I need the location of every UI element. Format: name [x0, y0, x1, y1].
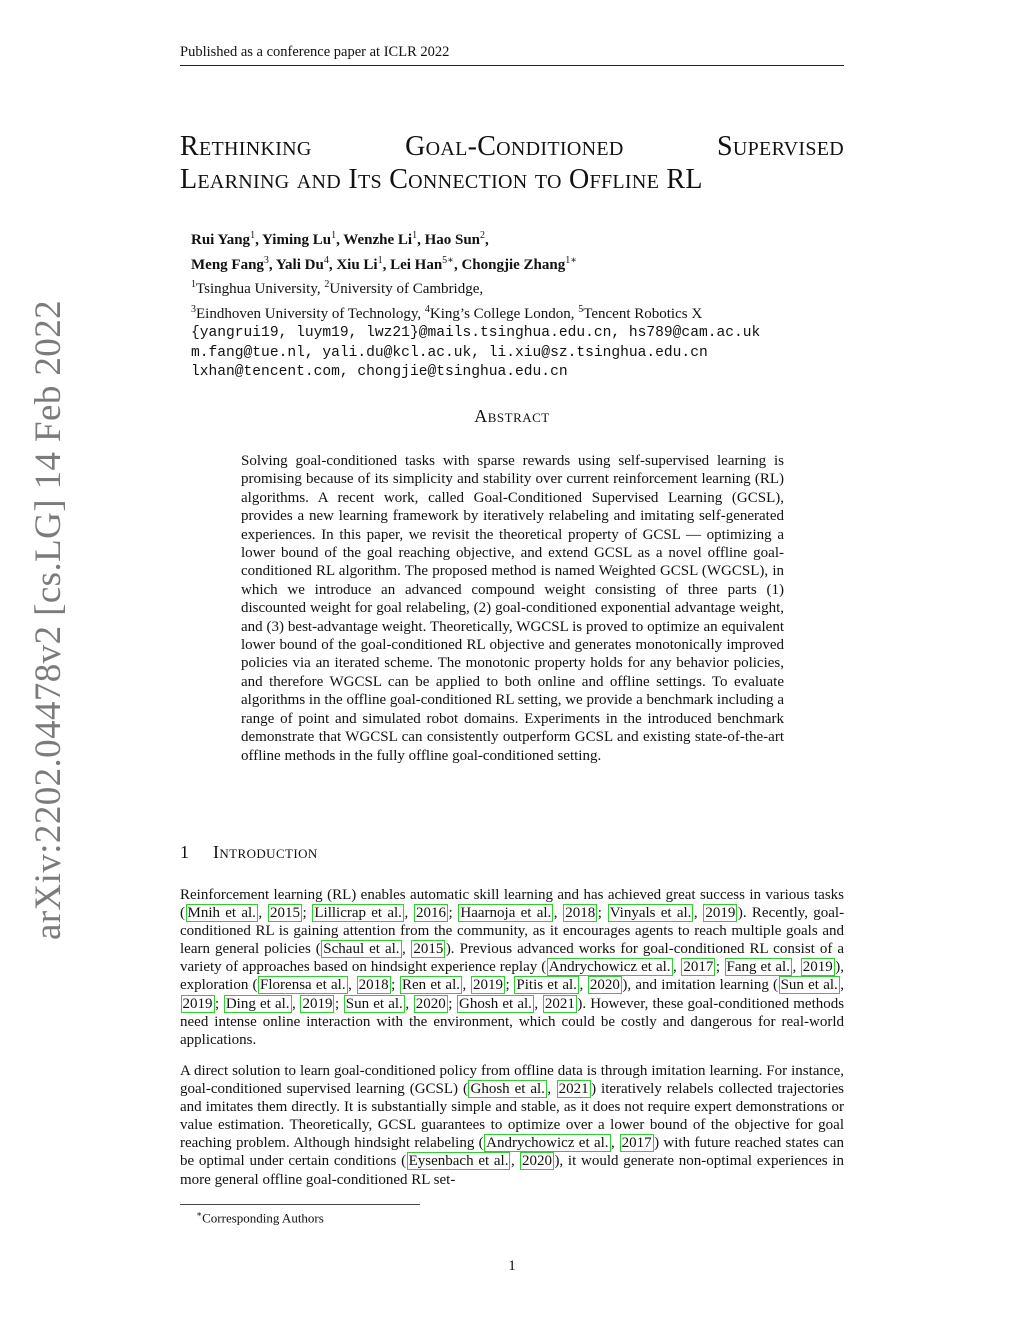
- citation-link[interactable]: 2019: [302, 995, 333, 1012]
- author-name: Wenzhe Li: [343, 232, 413, 248]
- author-name: Lei Han: [390, 256, 443, 273]
- author-name: Chongjie Zhang: [461, 256, 566, 273]
- citation-link[interactable]: 2017: [621, 1135, 652, 1152]
- author-affil-mark: 2: [480, 230, 486, 241]
- title-word: Learning and Its Connection to Offline RL: [180, 164, 703, 195]
- author-name: Yiming Lu: [262, 232, 332, 248]
- title-word: Rethinking: [180, 131, 312, 162]
- section-heading-introduction: [180, 842, 318, 863]
- citation-link[interactable]: Andrychowicz et al.: [548, 959, 671, 976]
- author-line-2: Meng Fang$^3$, Yali Du$^4$, Xiu Li$^1$, Lei Han$^{5∗}$, Chongjie Zhang$^{1∗}$: [191, 254, 578, 273]
- affiliation-line-1: $^1$Tsinghua University, $^2$University of Cambridge,: [191, 279, 484, 297]
- citation-link[interactable]: 2019: [705, 905, 736, 922]
- author-name: Meng Fang: [191, 256, 264, 273]
- citation-link[interactable]: 2017: [683, 959, 714, 976]
- citation-link[interactable]: 2016: [415, 905, 446, 922]
- citation-link[interactable]: Eysenbach et al.: [408, 1153, 509, 1170]
- author-affil-mark: 3: [263, 254, 269, 266]
- author-name: Hao Sun: [424, 232, 481, 248]
- author-affil-mark: 1: [412, 230, 418, 241]
- citation-link[interactable]: Lillicrap et al.: [314, 905, 402, 922]
- citation-link[interactable]: Ding et al.: [225, 995, 290, 1012]
- email-line: {yangrui19, luym19, lwz21}@mails.tsinghua.edu.cn, hs789@cam.ac.uk: [191, 325, 761, 341]
- email-line: lxhan@tencent.com, chongjie@tsinghua.edu.cn: [191, 364, 568, 380]
- citation-link[interactable]: 2021: [558, 1081, 589, 1098]
- citation-link[interactable]: 2020: [415, 995, 446, 1012]
- author-line-1: Rui Yang$^1$, Yiming Lu$^1$, Wenzhe Li$^1$, Hao Sun$^2$,: [191, 230, 489, 248]
- citation-link[interactable]: Fang et al.: [726, 959, 790, 976]
- footnote-rule: [180, 1204, 420, 1205]
- citation-link[interactable]: 2019: [182, 995, 213, 1012]
- citation-link[interactable]: 2019: [802, 959, 833, 976]
- citation-link[interactable]: 2015: [413, 941, 444, 958]
- citation-link[interactable]: 2021: [544, 995, 575, 1012]
- header-rule: [180, 65, 844, 66]
- citation-link[interactable]: Sun et al.: [780, 977, 838, 994]
- citation-link[interactable]: Vinyals et al.: [609, 905, 692, 922]
- affiliation-line-2: $^3$Eindhoven University of Technology, $^4$King’s College London, $^5$Tencent Robotics X: [191, 303, 703, 322]
- citation-link[interactable]: Sun et al.: [345, 995, 403, 1012]
- page-number: 1: [508, 1258, 516, 1274]
- citation-link[interactable]: Florensa et al.: [260, 977, 346, 994]
- author-name: Yali Du: [275, 256, 324, 273]
- citation-link[interactable]: Mnih et al.: [187, 905, 256, 922]
- abstract-body: Solving goal-conditioned tasks with sparse rewards using self-supervised learning is promising because of its simplicity and stability over current reinforcement learning (RL) algorithms. A recent work, called Goal-Conditioned Supervised Learning (GCSL), provides a new learning framework by iteratively relabeling and imitating self-generated experiences. In this paper, we revisit the theoretical property of GCSL — optimizing a lower bound of the goal reaching objective, and extend GCSL as a novel offline goal-conditioned RL algorithm. The proposed method is named Weighted GCSL (WGCSL), in which we introduce an advanced compound weight consisting of three parts (1) discounted weight for goal relabeling, (2) goal-conditioned exponential advantage weight, and (3) best-advantage weight. Theoretically, WGCSL is proved to optimize an equivalent lower bound of the goal-conditioned RL objective and generates monotonically improved policies via an iterated scheme. The monotonic property holds for any behavior policies, and therefore WGCSL can be applied to both online and offline settings. To evaluate algorithms in the offline goal-conditioned RL setting, we provide a benchmark including a range of point and simulated robot domains. Experiments in the introduced benchmark demonstrate that WGCSL can consistently outperform GCSL and existing state-of-the-art offline methods in the fully offline goal-conditioned setting.: [241, 453, 784, 764]
- author-affil-mark: 4: [323, 254, 329, 266]
- citation-link[interactable]: 2020: [521, 1153, 552, 1170]
- author-affil-mark: 1∗: [565, 254, 578, 266]
- citation-link[interactable]: 2018: [565, 905, 596, 922]
- citation-link[interactable]: Ren et al.: [401, 977, 460, 994]
- title-word: Supervised: [717, 131, 844, 162]
- citation-link[interactable]: 2018: [358, 977, 389, 994]
- author-name: Rui Yang: [191, 232, 251, 248]
- citation-link[interactable]: Andrychowicz et al.: [486, 1135, 609, 1152]
- citation-link[interactable]: 2019: [472, 977, 503, 994]
- running-header: Published as a conference paper at ICLR 2022: [180, 44, 450, 60]
- citation-link[interactable]: Haarnoja et al.: [460, 905, 552, 922]
- citation-link[interactable]: Ghosh et al.: [459, 995, 532, 1012]
- title-line-1: [180, 130, 844, 163]
- author-affil-mark: 1: [250, 230, 256, 241]
- title-line-2: [180, 163, 844, 196]
- section-number: 1: [180, 842, 190, 862]
- author-affil-mark: 1: [331, 230, 337, 241]
- author-block: [191, 226, 851, 383]
- author-name: Xiu Li: [336, 256, 378, 273]
- paper-title: [180, 130, 844, 196]
- email-line: m.fang@tue.nl, yali.du@kcl.ac.uk, li.xiu@sz.tsinghua.edu.cn: [191, 344, 708, 361]
- intro-paragraph-1: Reinforcement learning (RL) enables automatic skill learning and has achieved great success in various tasks ( Mnih et al. , 2015 ; Lillicrap et al. , 2016 ; Haarnoja et al. , 2018 ; Vinyals et al. , 2019 ). Recently, goal-conditioned RL is gaining attention from the community, as it encourages agents to reach multiple goals and learn general policies ( Schaul et al. , 2015 ). Previous advanced works for goal-conditioned RL consist of a variety of approaches based on hindsight experience replay ( Andrychowicz et al. , 2017 ; Fang et al. , 2019 ), exploration ( Florensa et al. , 2018 ; Ren et al. , 2019 ; Pitis et al. , 2020 ), and imitation learning ( Sun et al. , 2019 ; Ding et al. , 2019 ; Sun et al. , 2020 ; Ghosh et al. , 2021 ). However, these goal-conditioned methods need intense online interaction with the environment, which could be costly and dangerous for real-world applications.: [180, 887, 845, 1048]
- author-affil-mark: 5∗: [442, 254, 454, 266]
- citation-link[interactable]: Ghosh et al.: [470, 1081, 545, 1098]
- author-affil-mark: 1: [377, 254, 383, 266]
- footnote-text: Corresponding Authors: [202, 1210, 324, 1226]
- citation-link[interactable]: Schaul et al.: [323, 941, 400, 958]
- footnote-mark: ∗: [196, 1209, 203, 1219]
- title-word: Goal-Conditioned: [405, 131, 624, 162]
- citation-link[interactable]: Pitis et al.: [516, 977, 577, 994]
- intro-paragraph-2: A direct solution to learn goal-conditioned policy from offline data is through imitation learning. For instance, goal-conditioned supervised learning (GCSL) ( Ghosh et al. , 2021 ) iteratively relabels collected trajectories and imitates them directly. It is substantially simple and stable, as it does not require expert demonstrations or value estimation. Theoretically, GCSL guarantees to optimize over a lower bound of the objective for goal reaching problem. Although hindsight relabeling ( Andrychowicz et al. , 2017 ) with future reached states can be optimal under certain conditions ( Eysenbach et al. , 2020 ), it would generate non-optimal experiences in more general offline goal-conditioned RL set-: [180, 1063, 845, 1188]
- section-title: Introduction: [213, 842, 318, 862]
- arxiv-stamp: arXiv:2202.04478v2 [cs.LG] 14 Feb 2022: [28, 299, 69, 940]
- abstract-heading: Abstract: [474, 406, 550, 426]
- footnote: [196, 1209, 324, 1226]
- citation-link[interactable]: 2020: [589, 977, 620, 994]
- citation-link[interactable]: 2015: [269, 905, 300, 922]
